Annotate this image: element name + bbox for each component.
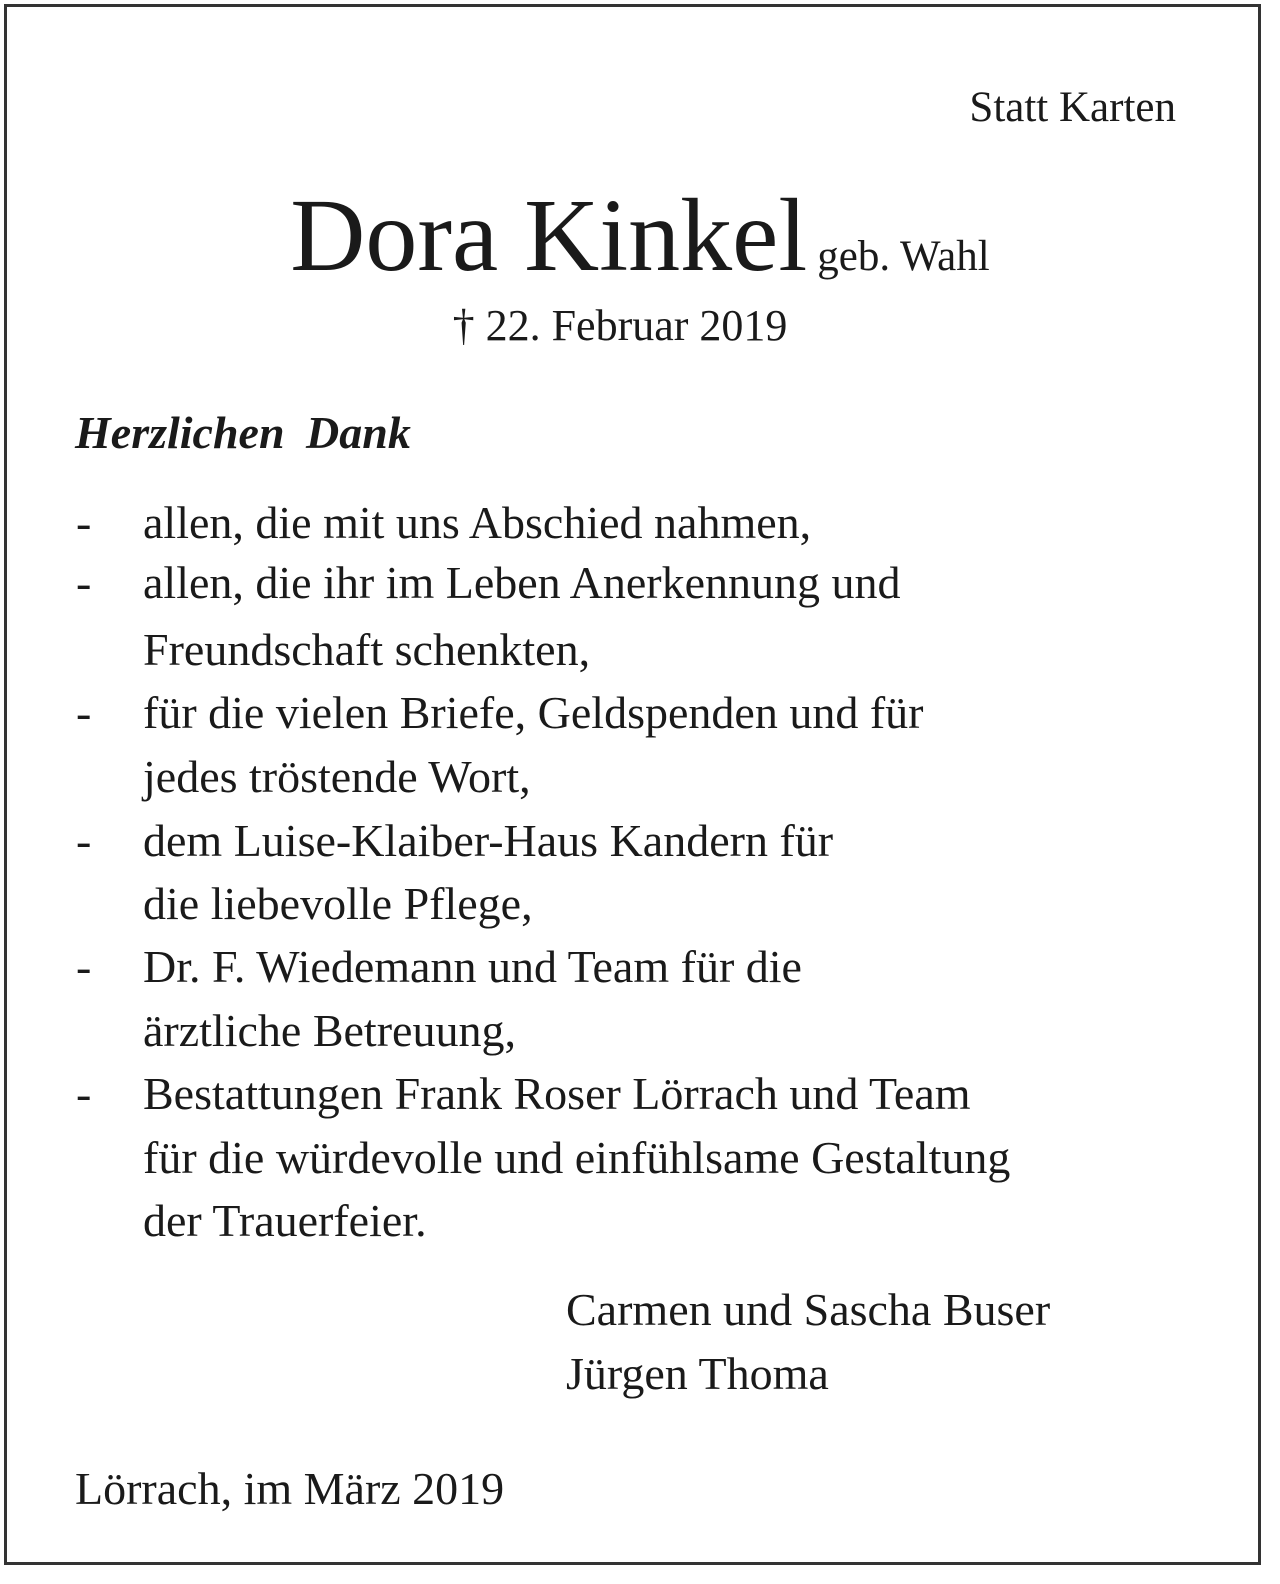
list-item-line: allen, die ihr im Leben Anerkennung und — [143, 557, 901, 608]
signers-block — [566, 1278, 1050, 1406]
deceased-name: Dora Kinkel — [290, 178, 808, 293]
list-bullet: - — [76, 1068, 92, 1119]
place-and-date: Lörrach, im März 2019 — [75, 1463, 505, 1514]
list-bullet: - — [76, 687, 92, 738]
statt-karten-note: Statt Karten — [969, 84, 1176, 131]
deceased-name-line — [0, 178, 1280, 294]
list-item-line: für die würdevolle und einfühlsame Gestaltung — [143, 1132, 1011, 1183]
thanks-heading: Herzlichen Dank — [75, 407, 411, 458]
signer-name: Jürgen Thoma — [566, 1348, 829, 1399]
list-item-line: Bestattungen Frank Roser Lörrach und Team — [143, 1068, 971, 1119]
list-item-line: jedes tröstende Wort, — [143, 751, 531, 802]
death-date: † 22. Februar 2019 — [452, 301, 788, 350]
list-item-line: der Trauerfeier. — [143, 1195, 427, 1246]
signer-name: Carmen und Sascha Buser — [566, 1284, 1051, 1335]
list-bullet: - — [76, 941, 92, 992]
list-item-line: ärztliche Betreuung, — [143, 1005, 516, 1056]
list-bullet: - — [76, 815, 92, 866]
list-item-line: Freundschaft schenkten, — [143, 624, 591, 675]
list-bullet: - — [76, 557, 92, 608]
list-item-line: Dr. F. Wiedemann und Team für die — [143, 941, 802, 992]
list-item-line: dem Luise-Klaiber-Haus Kandern für — [143, 815, 834, 866]
list-item-line: die liebevolle Pflege, — [143, 878, 533, 929]
list-item-line: für die vielen Briefe, Geldspenden und für — [143, 687, 924, 738]
birth-name: geb. Wahl — [817, 233, 990, 280]
list-bullet: - — [76, 497, 92, 548]
list-item-line: allen, die mit uns Abschied nahmen, — [143, 497, 812, 548]
